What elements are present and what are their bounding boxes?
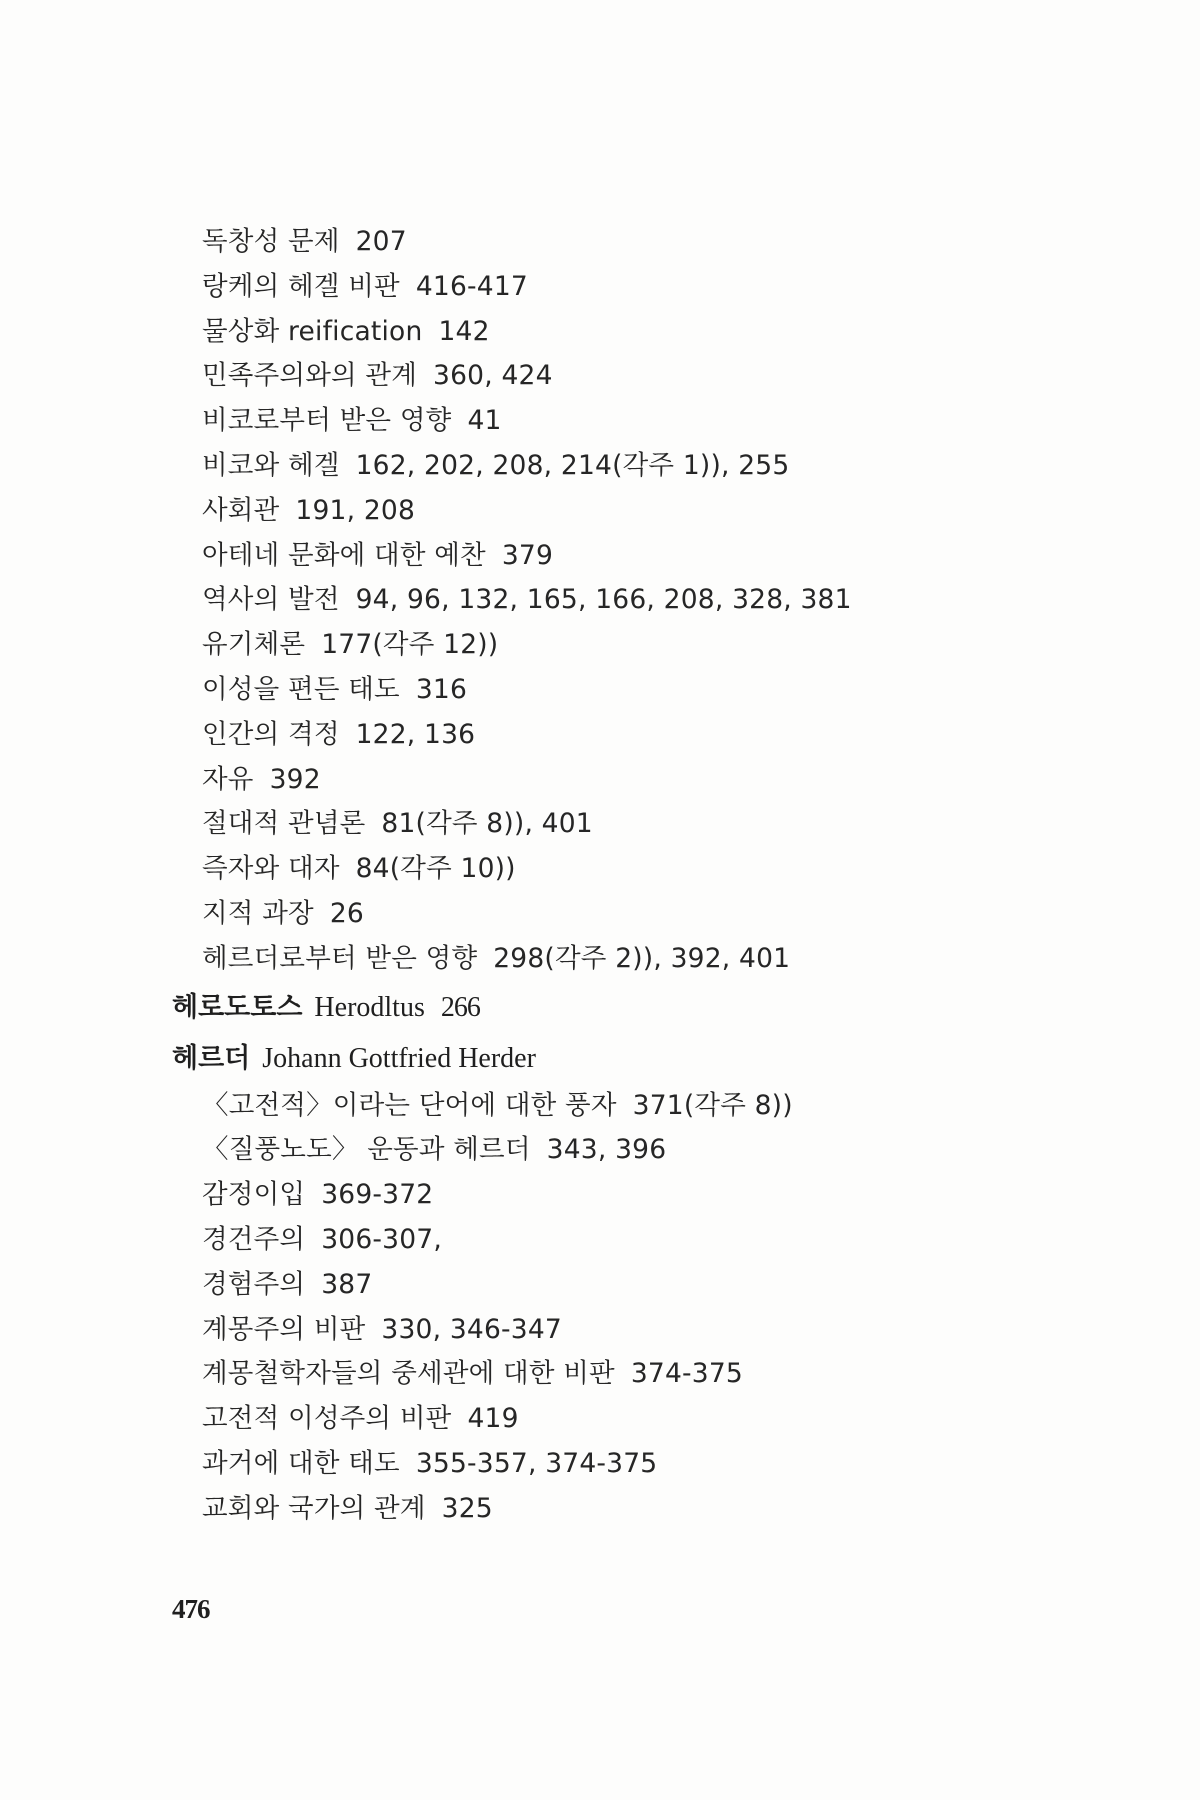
index-term: 비코와 헤겔: [202, 449, 340, 481]
index-pages: 374-375: [630, 1358, 743, 1390]
index-term: 사회관: [202, 494, 280, 526]
index-pages: 419: [467, 1403, 519, 1435]
index-subentry: [172, 1352, 1152, 1397]
index-term: 자유: [202, 763, 254, 795]
index-subentry: [172, 489, 1152, 534]
index-term-korean: 헤르더: [172, 1042, 251, 1074]
index-subentry: [172, 220, 1152, 265]
index-term: 비코로부터 받은 영향: [202, 405, 452, 437]
index-main-entry-herder: [172, 1033, 1152, 1084]
index-term: 랑케의 헤겔 비판: [202, 270, 400, 302]
index-term-english: Herodltus: [314, 991, 425, 1023]
index-pages: 371(각주 8)): [632, 1089, 793, 1121]
index-subentry: [172, 1173, 1152, 1218]
index-term-english: Johann Gottfried Herder: [262, 1042, 536, 1074]
index-term-korean: 헤로도토스: [172, 991, 303, 1023]
index-pages: 191, 208: [295, 494, 416, 526]
index-subentry: [172, 623, 1152, 668]
index-subentry: [172, 399, 1152, 444]
index-pages: 369-372: [321, 1179, 434, 1211]
index-subentry: [172, 892, 1152, 937]
index-subentry: [172, 354, 1152, 399]
index-pages: 142: [438, 315, 490, 347]
index-subentry: [172, 758, 1152, 803]
index-pages: 162, 202, 208, 214(각주 1)), 255: [355, 449, 790, 481]
index-list: [172, 220, 1152, 1532]
index-pages: 392: [269, 763, 321, 795]
index-subentry: [172, 802, 1152, 847]
index-pages: 306-307,: [321, 1223, 442, 1255]
index-subentry: [172, 1128, 1152, 1173]
index-term: 계몽철학자들의 중세관에 대한 비판: [202, 1358, 615, 1390]
index-pages: 122, 136: [355, 718, 476, 750]
index-pages: 94, 96, 132, 165, 166, 208, 328, 381: [355, 584, 852, 616]
index-pages: 207: [355, 226, 407, 257]
index-term: 절대적 관념론: [202, 808, 366, 840]
index-subentry: [172, 310, 1152, 355]
index-term: 유기체론: [202, 629, 306, 661]
index-pages: 26: [329, 897, 364, 929]
index-term: 즉자와 대자: [202, 853, 340, 885]
index-subentry: [172, 1218, 1152, 1263]
index-term: 고전적 이성주의 비판: [202, 1403, 452, 1435]
index-subentry: [172, 847, 1152, 892]
index-pages: 355-357, 374-375: [415, 1447, 658, 1479]
index-pages: 41: [467, 405, 502, 437]
index-term: 경건주의: [202, 1223, 306, 1255]
index-pages: 416-417: [415, 270, 528, 302]
index-term: 인간의 격정: [202, 718, 340, 750]
index-pages: 84(각주 10)): [355, 853, 516, 885]
index-term: 헤르더로부터 받은 영향: [202, 942, 478, 974]
index-subentry: [172, 1397, 1152, 1442]
index-term: 아테네 문화에 대한 예찬: [202, 539, 486, 571]
index-subentry: [172, 668, 1152, 713]
index-pages: 343, 396: [546, 1134, 667, 1166]
index-subentry: [172, 1084, 1152, 1129]
index-term: 민족주의와의 관계: [202, 360, 418, 392]
index-subentry: [172, 713, 1152, 758]
index-pages: 330, 346-347: [381, 1313, 562, 1345]
index-term: 계몽주의 비판: [202, 1313, 366, 1345]
index-term: 감정이입: [202, 1179, 306, 1211]
index-subentry: [172, 444, 1152, 489]
index-term: 교회와 국가의 관계: [202, 1492, 426, 1524]
index-subentry: [172, 578, 1152, 623]
index-subentry: [172, 937, 1152, 982]
index-term: 물상화 reification: [202, 315, 423, 347]
page-number: 476: [172, 1594, 210, 1624]
index-term: 경험주의: [202, 1268, 306, 1300]
index-pages: 316: [415, 673, 468, 705]
index-term: 〈고전적〉이라는 단어에 대한 풍자: [202, 1089, 617, 1121]
index-pages: 298(각주 2)), 392, 401: [493, 942, 791, 974]
index-pages: 387: [321, 1268, 373, 1300]
index-subentry: [172, 265, 1152, 310]
index-pages: 379: [501, 539, 554, 571]
index-term: 역사의 발전: [202, 584, 340, 616]
index-term: 〈질풍노도〉 운동과 헤르더: [202, 1134, 531, 1166]
index-subentry: [172, 1263, 1152, 1308]
index-subentry: [172, 1487, 1152, 1532]
index-pages: 325: [441, 1492, 493, 1524]
index-pages: 177(각주 12)): [321, 629, 499, 661]
index-main-entry-herodotus: [172, 982, 1152, 1033]
index-term: 지적 과장: [202, 897, 314, 929]
index-pages: 360, 424: [433, 360, 553, 392]
index-term: 이성을 편든 태도: [202, 673, 400, 705]
index-subentry: [172, 1442, 1152, 1487]
index-term: 과거에 대한 태도: [202, 1447, 400, 1479]
index-subentry: [172, 534, 1152, 579]
index-subentry: [172, 1308, 1152, 1353]
index-term: 독창성 문제: [202, 226, 340, 257]
index-pages: 266: [440, 991, 480, 1023]
index-pages: 81(각주 8)), 401: [381, 808, 593, 840]
